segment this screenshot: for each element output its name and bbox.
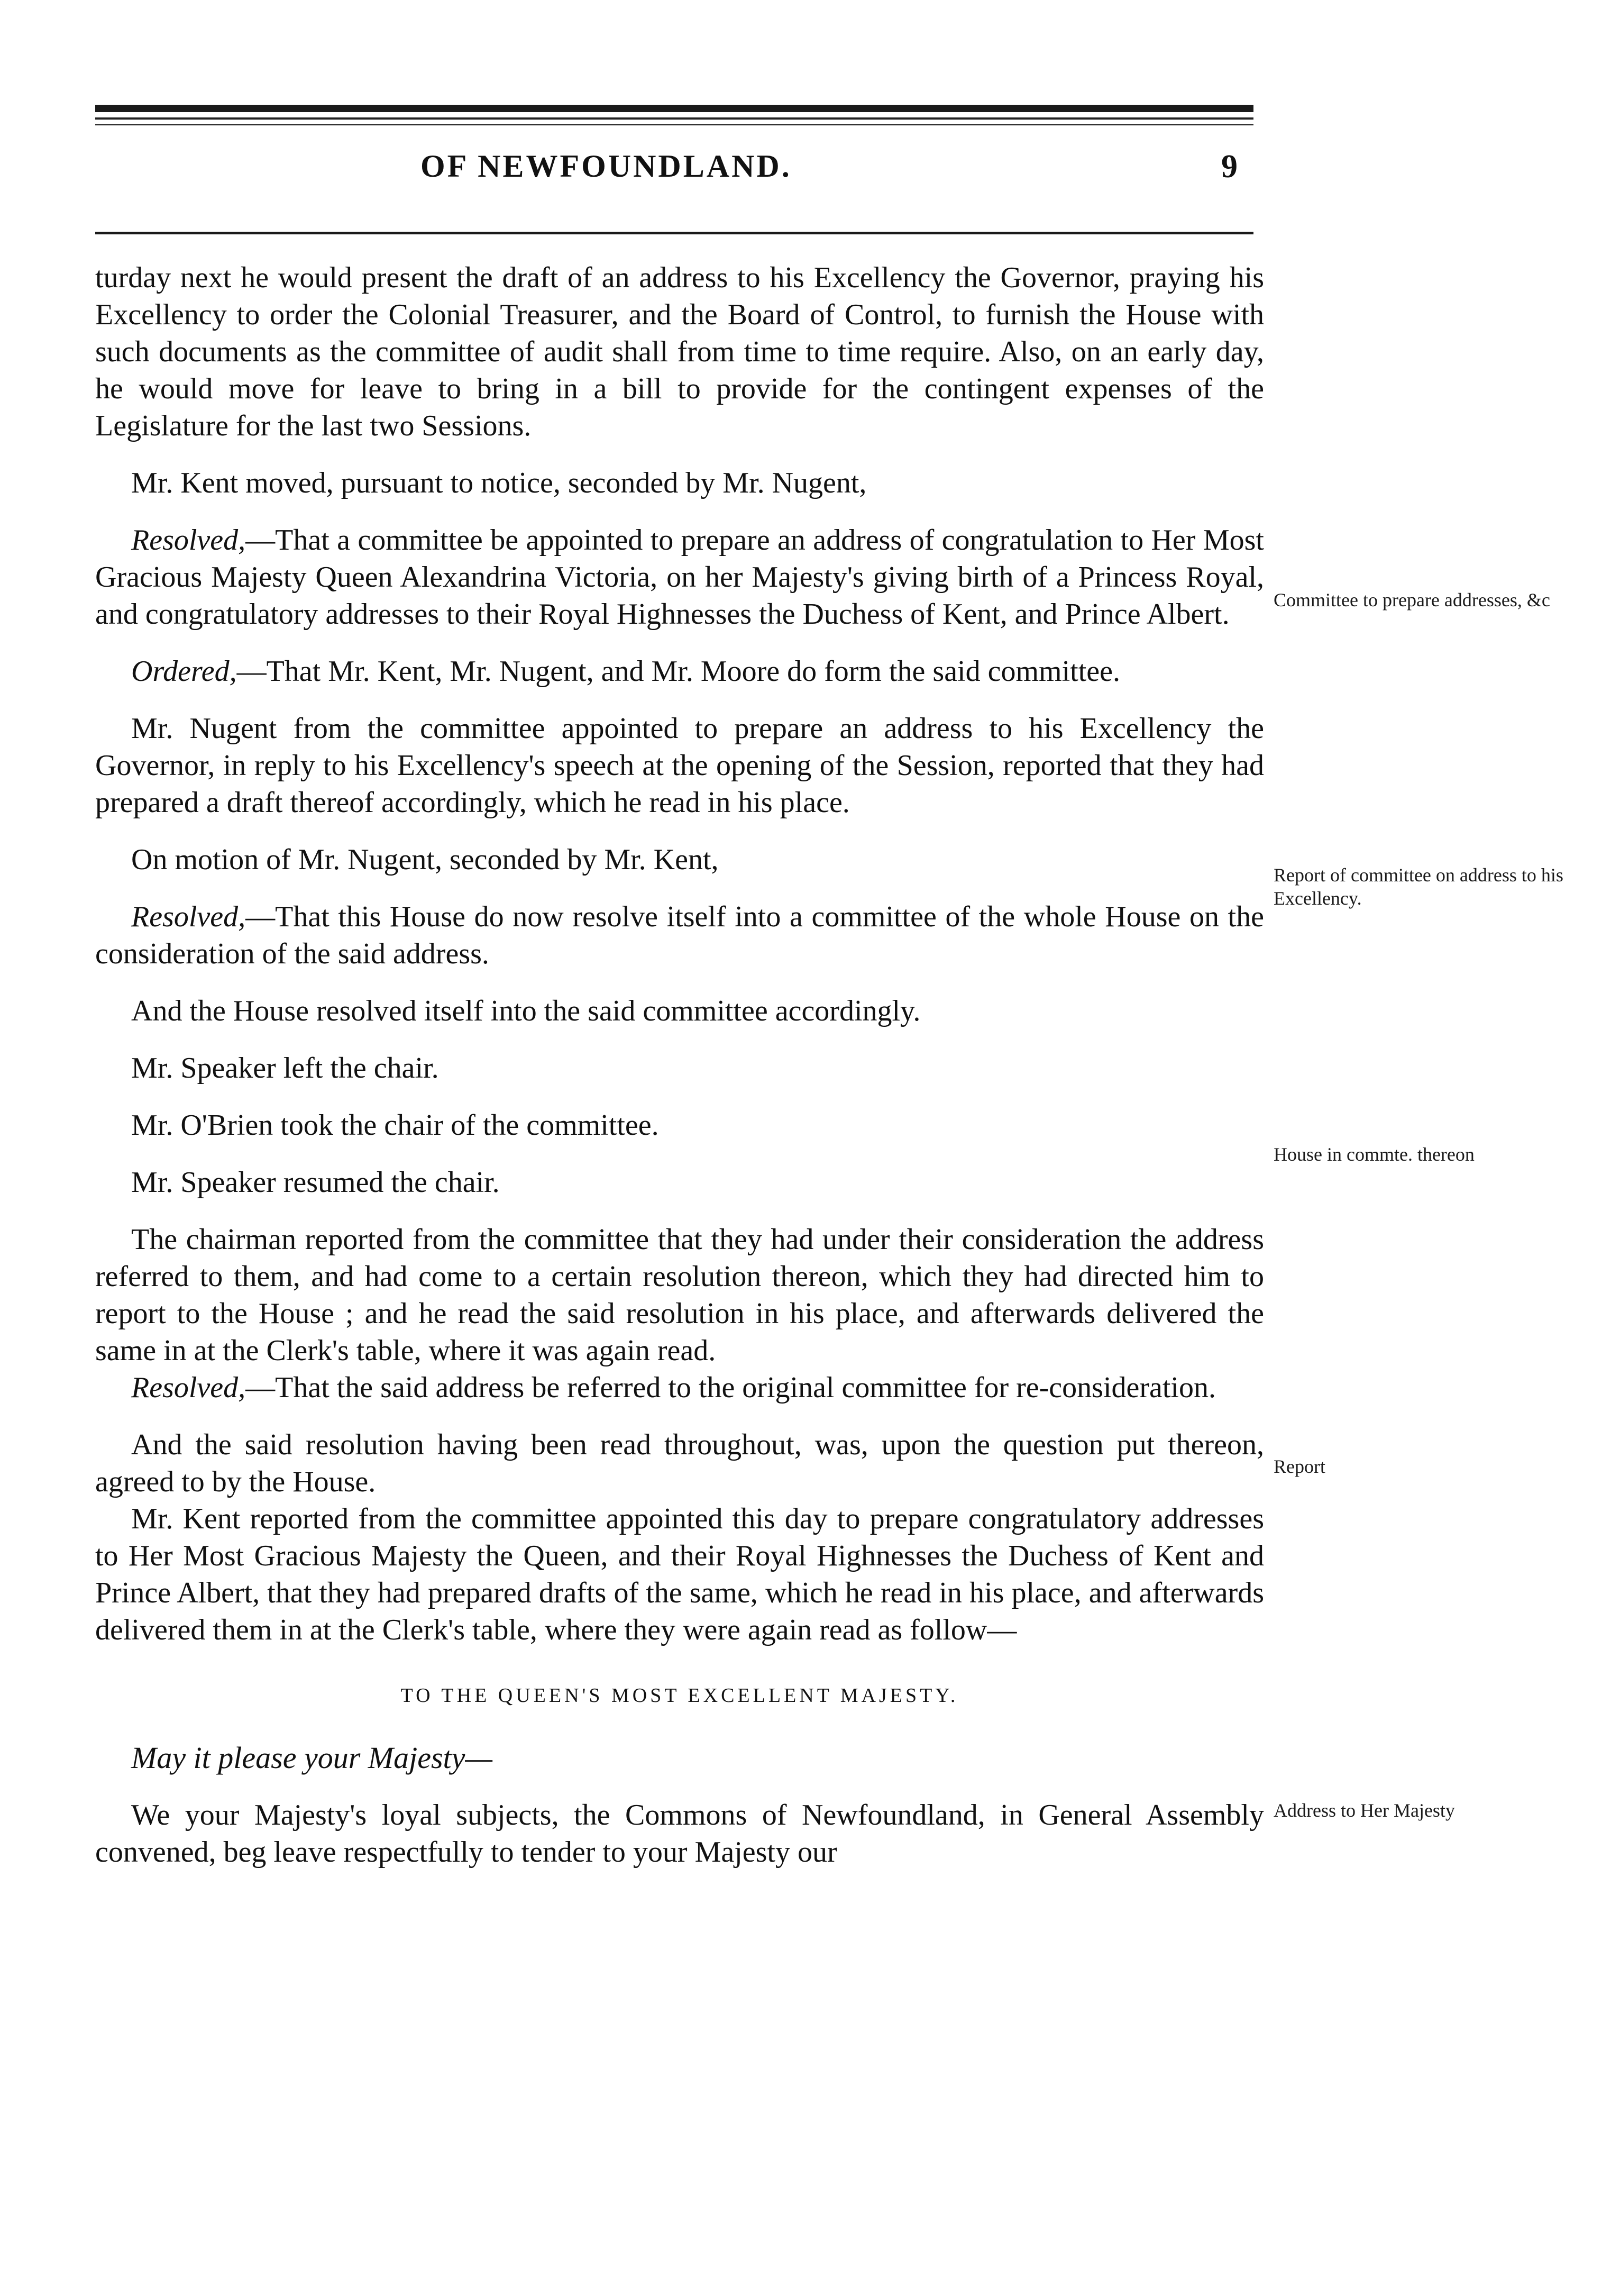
- margin-note-report-committee: Report of committee on address to his Excellency.: [1274, 864, 1563, 909]
- header-rule-thin-2: [95, 124, 1253, 125]
- resolved-text: —That the said address be referred to the original committee for re-consideration.: [245, 1371, 1216, 1404]
- resolved-text: —That this House do now resolve itself into a committee of the whole House on the consideration of the said address.: [95, 900, 1264, 970]
- paragraph-speaker-resumed: Mr. Speaker resumed the chair.: [131, 1166, 500, 1199]
- paragraph-resolved-reconsideration: [95, 1369, 1264, 1406]
- page-number: 9: [1221, 149, 1238, 185]
- salutation: May it please your Majesty—: [131, 1741, 492, 1775]
- paragraph-ordered: [95, 653, 1264, 690]
- header-rule-thick: [95, 105, 1253, 112]
- ordered-label: Ordered,: [131, 655, 237, 688]
- resolved-label: Resolved,: [131, 900, 246, 933]
- resolved-label: Resolved,: [131, 1371, 246, 1404]
- paragraph-chairman-reported: The chairman reported from the committee that they had under their consideration the address referred to them, and had come to a certain resolution thereon, which they had directed him to report to the House ; and he read the said resolution in his place, and afterwards delivered the same in at the Clerk's table, where it was again read.: [95, 1223, 1264, 1367]
- running-head: [95, 148, 1253, 196]
- header-rule-thin: [95, 117, 1253, 120]
- margin-note-house-commte: House in commte. thereon: [1274, 1144, 1475, 1165]
- paragraph-kent-reported: Mr. Kent reported from the committee appointed this day to prepare congratulatory addresses to Her Most Gracious Majesty the Queen, and their Royal Highnesses the Duchess of Kent and Prince Albert, that they had prepared drafts of the same, which he read in his place, and afterwards delivered them in at the Clerk's table, where they were again read as follow—: [95, 1502, 1264, 1646]
- resolved-label: Resolved,: [131, 524, 246, 557]
- paragraph-motion: Mr. Kent moved, pursuant to notice, seconded by Mr. Nugent,: [131, 467, 867, 499]
- paragraph-address-opening: We your Majesty's loyal subjects, the Commons of Newfoundland, in General Assembly convened, beg leave respectfully to tender to your Majesty our: [95, 1799, 1264, 1869]
- paragraph-resolution-agreed: And the said resolution having been read throughout, was, upon the question put thereon, agreed to by the House.: [95, 1428, 1264, 1498]
- paragraph-house-resolved: And the House resolved itself into the said committee accordingly.: [131, 995, 921, 1027]
- address-heading: TO THE QUEEN'S MOST EXCELLENT MAJESTY.: [400, 1684, 959, 1707]
- body-text: [95, 259, 1264, 1871]
- margin-note-report: Report: [1274, 1456, 1325, 1477]
- paragraph-obrien-chair: Mr. O'Brien took the chair of the committee.: [131, 1109, 659, 1142]
- margin-note-address-majesty: Address to Her Majesty: [1274, 1800, 1455, 1821]
- paragraph-on-motion: On motion of Mr. Nugent, seconded by Mr. Kent,: [131, 843, 719, 876]
- margin-note-committee: Committee to prepare addresses, &c: [1274, 589, 1550, 611]
- paragraph-continuation: turday next he would present the draft of an address to his Excellency the Governor, praying his Excellency to order the Colonial Treasurer, and the Board of Control, to furnish the House with such documents as the committee of audit shall from time to time require. Also, on an early day, he would move for leave to bring in a bill to provide for the contingent expenses of the Legislature for the last two Sessions.: [95, 261, 1264, 442]
- running-title: OF NEWFOUNDLAND.: [420, 149, 792, 184]
- header-underline: [95, 232, 1253, 234]
- paragraph-report-address: Mr. Nugent from the committee appointed to prepare an address to his Excellency the Governor, in reply to his Excellency's speech at the opening of the Session, reported that they had prepared a draft thereof accordingly, which he read in his place.: [95, 712, 1264, 819]
- ordered-text: —That Mr. Kent, Mr. Nugent, and Mr. Moore do form the said committee.: [236, 655, 1120, 688]
- paragraph-speaker-left: Mr. Speaker left the chair.: [131, 1052, 439, 1085]
- resolved-text: —That a committee be appointed to prepare an address of congratulation to Her Most Gracious Majesty Queen Alexandrina Victoria, on her Majesty's giving birth of a Princess Royal, and congratulatory addresses to their Royal Highnesses the Duchess of Kent, and Prince Albert.: [95, 524, 1264, 631]
- paragraph-resolved-committee: [95, 522, 1264, 633]
- paragraph-resolved-whole-house: [95, 898, 1264, 972]
